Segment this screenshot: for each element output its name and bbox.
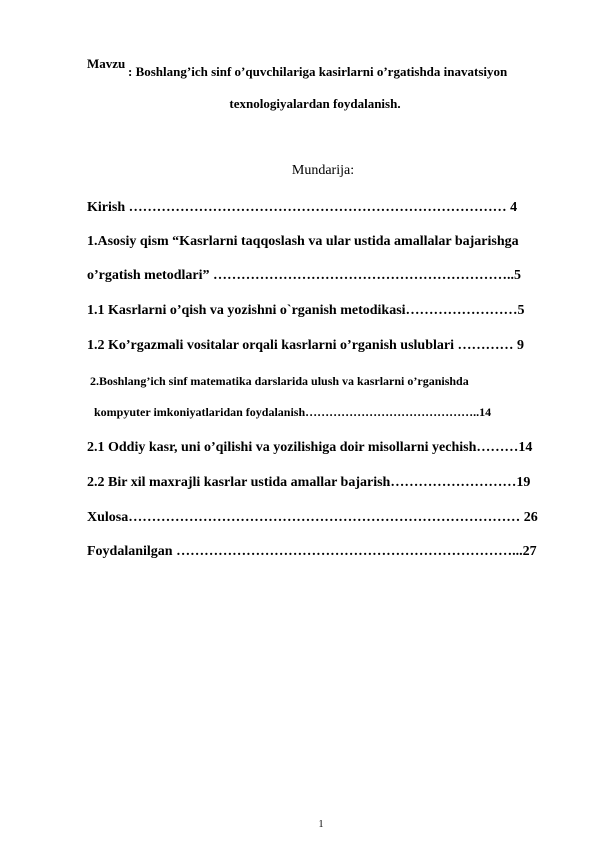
toc-heading: Mundarija: [291, 163, 355, 178]
toc-entry: Kirish ……………………………………………………………………… 4 [87, 200, 518, 215]
page-number: 1 [318, 819, 324, 830]
toc-entry: 2.Boshlang’ich sinf matematika darslarida ulush va kasrlarni o’rganishda [90, 374, 469, 388]
toc-entry: o’rgatish metodlari” ………………………………………………………..5 [87, 268, 521, 283]
topic-label: Mavzu [87, 56, 126, 71]
toc-entry: 2.1 Oddiy kasr, uni o’qilishi va yozilishiga doir misollarni yechish………14 [87, 440, 533, 455]
toc-entry: Xulosa………………………………………………………………………… 26 [87, 510, 538, 525]
toc-entry: 1.2 Ko’rgazmali vositalar orqali kasrlarni o’rganish uslublari ………… 9 [87, 338, 525, 353]
topic-title-line1: : Boshlang’ich sinf o’quvchilariga kasirlarni o’rgatishda inavatsiyon [128, 64, 508, 79]
toc-entry: 1.Asosiy qism “Kasrlarni taqqoslash va ular ustida amallalar bajarishga [87, 234, 519, 249]
toc-entry: 2.2 Bir xil maxrajli kasrlar ustida amallar bajarish………………………19 [87, 475, 531, 490]
toc-entry: 1.1 Kasrlarni o’qish va yozishni o`rganish metodikasi……………………5 [87, 303, 525, 318]
topic-title-line2: texnologiyalardan foydalanish. [229, 96, 401, 111]
toc-entry: kompyuter imkoniyatlaridan foydalanish……………………………………..14 [94, 405, 492, 419]
toc-entry: Foydalanilgan ………………………………………………………………...27 [87, 544, 537, 559]
